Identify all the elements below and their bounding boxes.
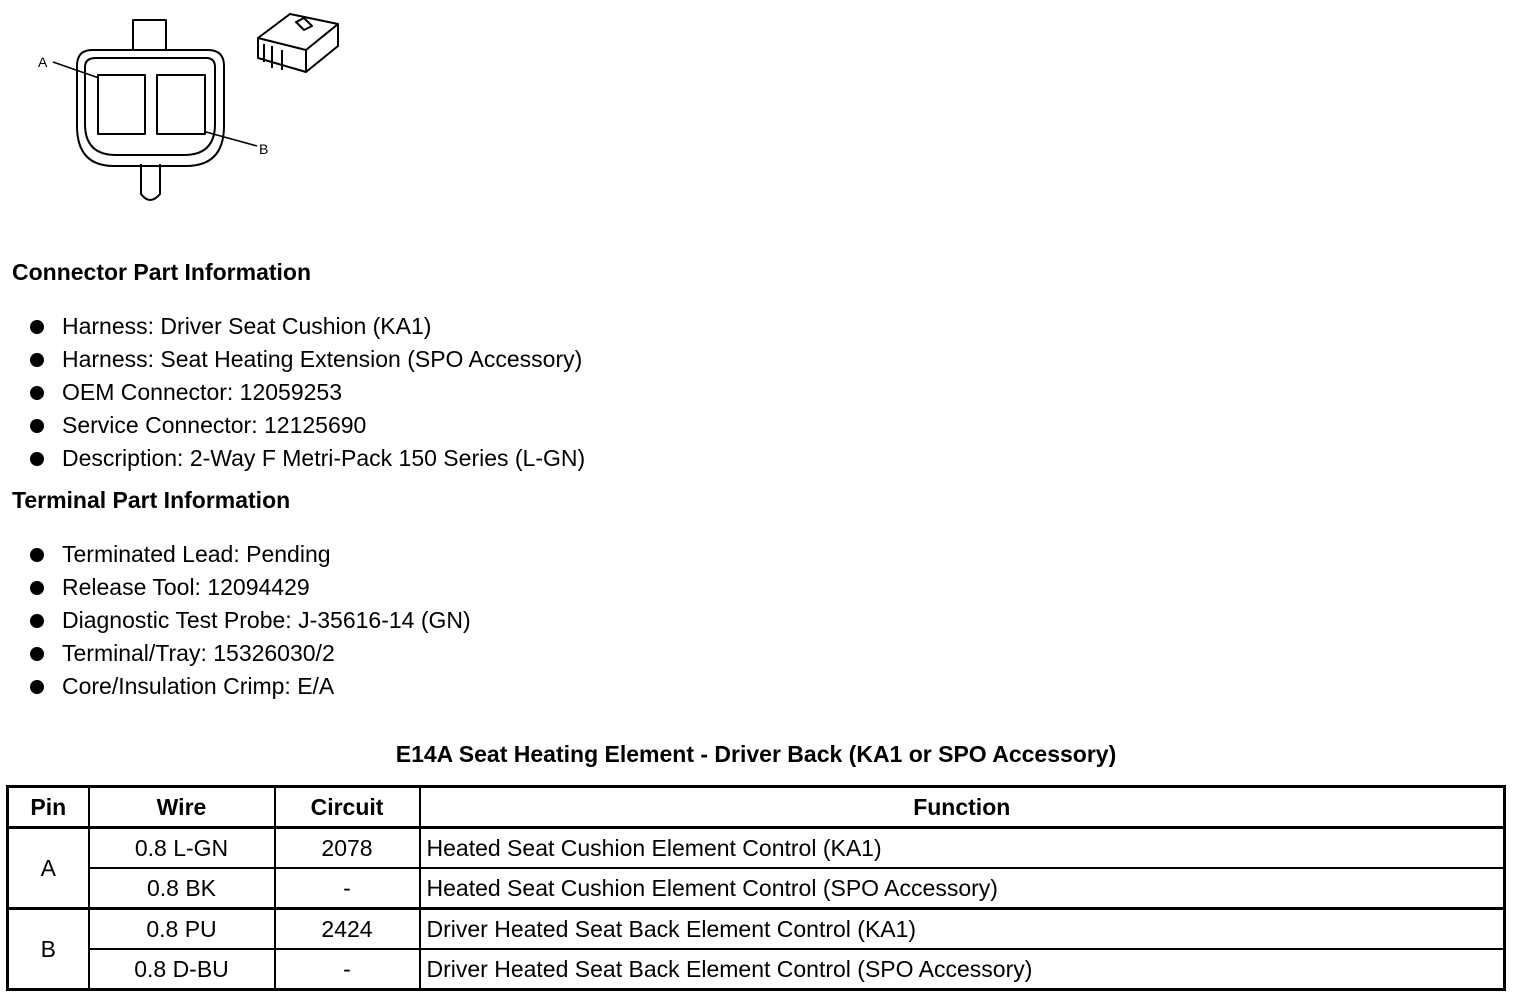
connector-drawing bbox=[0, 0, 360, 215]
pin-cell: A bbox=[8, 828, 89, 909]
header-wire: Wire bbox=[89, 787, 275, 828]
list-item: Release Tool: 12094429 bbox=[28, 573, 471, 606]
table-header-row bbox=[8, 787, 1505, 828]
table-row bbox=[8, 909, 1505, 950]
list-item: Terminal/Tray: 15326030/2 bbox=[28, 639, 471, 672]
function-cell: Driver Heated Seat Back Element Control (KA1) bbox=[420, 909, 1505, 950]
terminal-info-list bbox=[28, 540, 471, 705]
function-cell: Heated Seat Cushion Element Control (SPO Accessory) bbox=[420, 868, 1505, 909]
table-row bbox=[8, 828, 1505, 869]
pin-cell: B bbox=[8, 909, 89, 990]
circuit-cell: - bbox=[275, 868, 420, 909]
header-function: Function bbox=[420, 787, 1505, 828]
list-item: Description: 2-Way F Metri-Pack 150 Series (L-GN) bbox=[28, 444, 585, 477]
wire-cell: 0.8 PU bbox=[89, 909, 275, 950]
list-item: Diagnostic Test Probe: J-35616-14 (GN) bbox=[28, 606, 471, 639]
circuit-cell: 2424 bbox=[275, 909, 420, 950]
wire-cell: 0.8 L-GN bbox=[89, 828, 275, 869]
table-row bbox=[8, 949, 1505, 990]
cavity-label-a: A bbox=[38, 54, 48, 70]
list-item: Terminated Lead: Pending bbox=[28, 540, 471, 573]
circuit-cell: 2078 bbox=[275, 828, 420, 869]
list-item: OEM Connector: 12059253 bbox=[28, 378, 585, 411]
wire-cell: 0.8 BK bbox=[89, 868, 275, 909]
list-item: Harness: Seat Heating Extension (SPO Accessory) bbox=[28, 345, 585, 378]
circuit-cell: - bbox=[275, 949, 420, 990]
list-item: Service Connector: 12125690 bbox=[28, 411, 585, 444]
table-row bbox=[8, 868, 1505, 909]
function-cell: Heated Seat Cushion Element Control (KA1) bbox=[420, 828, 1505, 869]
cavity-label-b: B bbox=[259, 141, 269, 157]
function-cell: Driver Heated Seat Back Element Control (SPO Accessory) bbox=[420, 949, 1505, 990]
pinout-table bbox=[6, 785, 1506, 991]
header-pin: Pin bbox=[8, 787, 89, 828]
connector-info-list bbox=[28, 312, 585, 477]
connector-info-title: Connector Part Information bbox=[12, 259, 312, 285]
pinout-table-title: E14A Seat Heating Element - Driver Back (KA1 or SPO Accessory) bbox=[395, 741, 1117, 767]
wire-cell: 0.8 D-BU bbox=[89, 949, 275, 990]
list-item: Core/Insulation Crimp: E/A bbox=[28, 672, 471, 705]
header-circuit: Circuit bbox=[275, 787, 420, 828]
terminal-info-title: Terminal Part Information bbox=[12, 487, 291, 513]
list-item: Harness: Driver Seat Cushion (KA1) bbox=[28, 312, 585, 345]
